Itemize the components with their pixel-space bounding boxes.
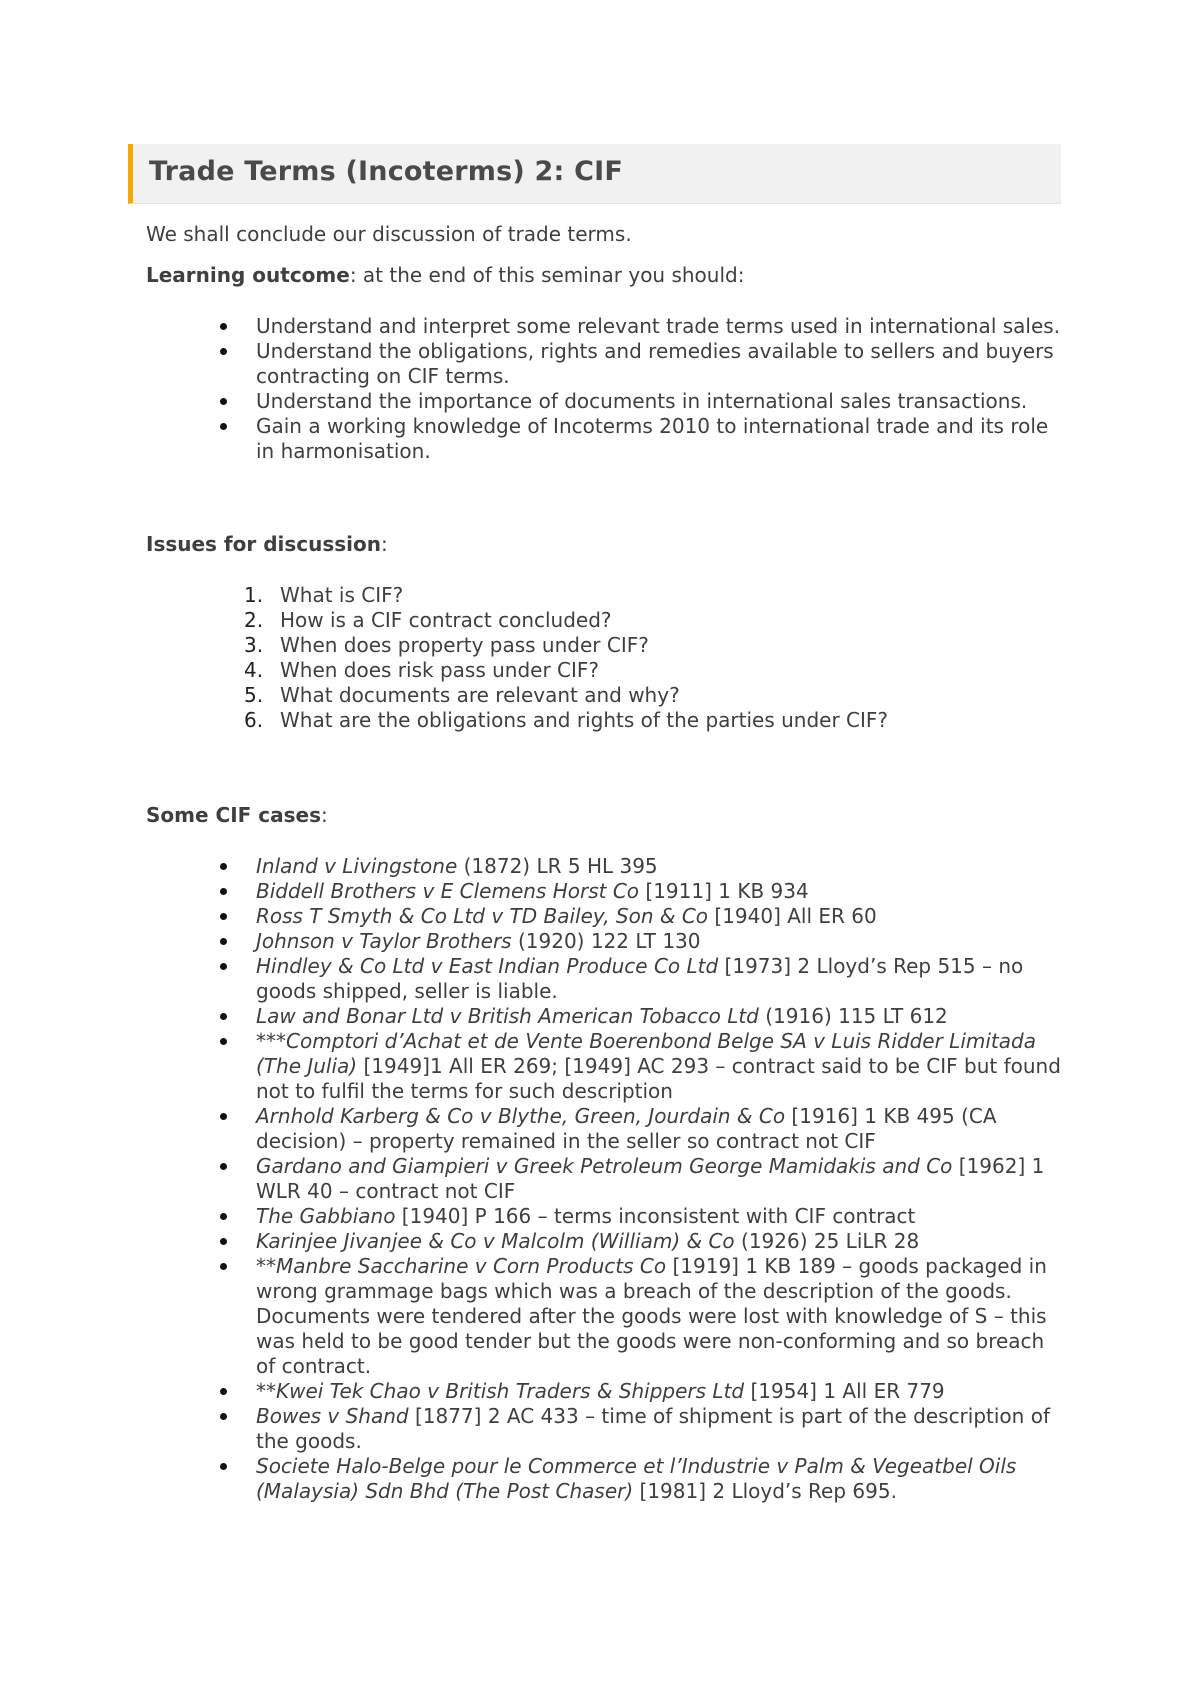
issues-label: Issues for discussion [146, 532, 381, 556]
case-item [146, 954, 1066, 1004]
list-number: 6. [244, 708, 264, 732]
case-item [146, 1379, 1066, 1404]
case-citation: (1916) 115 LT 612 [758, 1004, 948, 1028]
list-item [146, 583, 1066, 608]
list-item-text: When does property pass under CIF? [280, 633, 649, 657]
case-item [146, 854, 1066, 879]
case-item [146, 1104, 1066, 1154]
learning-outcome-label: Learning outcome [146, 263, 350, 287]
case-citation: [1981] 2 Lloyd’s Rep 695. [633, 1479, 897, 1503]
case-citation: [1954] 1 All ER 779 [744, 1379, 945, 1403]
issues-list [146, 583, 1066, 733]
case-item [146, 879, 1066, 904]
case-citation: [1940] All ER 60 [708, 904, 877, 928]
list-item-text: When does risk pass under CIF? [280, 658, 600, 682]
list-number: 5. [244, 683, 264, 707]
case-name: **Kwei Tek Chao v British Traders & Shippers Ltd [256, 1379, 745, 1403]
case-name: Inland v Livingstone [256, 854, 458, 878]
list-number: 3. [244, 633, 264, 657]
list-item [146, 608, 1066, 633]
case-citation: [1919] 1 KB 189 – goods packaged in wrong grammage bags which was a breach of the description of the goods. Documents were tendered after the goods were lost with knowledge of S – this was held to be good tender but the goods were non-conforming and so breach of contract. [256, 1254, 1047, 1378]
case-citation: [1973] 2 Lloyd’s Rep 515 – no goods shipped, seller is liable. [256, 954, 1024, 1003]
issues-heading [146, 532, 1066, 557]
intro-paragraph: We shall conclude our discussion of trade terms. [146, 222, 632, 246]
case-name: Bowes v Shand [256, 1404, 409, 1428]
cases-suffix: : [320, 803, 328, 827]
list-item [146, 708, 1066, 733]
case-citation: [1949]1 All ER 269; [1949] AC 293 – contract said to be CIF but found not to fulfil the terms for such description [256, 1054, 1061, 1103]
cases-label: Some CIF cases [146, 803, 321, 827]
list-number: 4. [244, 658, 264, 682]
case-item [146, 1154, 1066, 1204]
case-name: **Manbre Saccharine v Corn Products Co [256, 1254, 667, 1278]
case-item [146, 1454, 1066, 1504]
list-item-text: How is a CIF contract concluded? [280, 608, 612, 632]
case-citation: (1920) 122 LT 130 [511, 929, 701, 953]
case-name: Hindley & Co Ltd v East Indian Produce Co Ltd [256, 954, 719, 978]
case-name: Arnhold Karberg & Co v Blythe, Green, Jourdain & Co [256, 1104, 786, 1128]
case-item [146, 929, 1066, 954]
document-body [146, 222, 1066, 1504]
case-name: Gardano and Giampieri v Greek Petroleum George Mamidakis and Co [256, 1154, 953, 1178]
list-item: Understand and interpret some relevant trade terms used in international sales. [146, 314, 1066, 339]
case-citation: [1911] 1 KB 934 [639, 879, 809, 903]
case-citation: [1962] 1 WLR 40 – contract not CIF [256, 1154, 1045, 1203]
case-citation: [1916] 1 KB 495 (CA decision) – property remained in the seller so contract not CIF [256, 1104, 997, 1153]
learning-outcome-list [146, 314, 1066, 464]
list-item-text: What is CIF? [280, 583, 404, 607]
case-item [146, 904, 1066, 929]
cases-list [146, 854, 1066, 1504]
case-name: ***Comptori d’Achat et de Vente Boerenbond Belge SA v Luis Ridder Limitada (The Julia) [256, 1029, 1036, 1078]
title-banner [128, 144, 1061, 204]
spacer [146, 464, 1066, 532]
case-name: Biddell Brothers v E Clemens Horst Co [256, 879, 640, 903]
case-citation: (1872) LR 5 HL 395 [457, 854, 658, 878]
case-item [146, 1229, 1066, 1254]
case-name: The Gabbiano [256, 1204, 396, 1228]
case-citation: [1940] P 166 – terms inconsistent with CIF contract [395, 1204, 916, 1228]
case-name: Ross T Smyth & Co Ltd v TD Bailey, Son & Co [256, 904, 709, 928]
list-number: 2. [244, 608, 264, 632]
issues-suffix: : [381, 532, 388, 556]
list-item [146, 683, 1066, 708]
case-name: Karinjee Jivanjee & Co v Malcolm (William) & Co [256, 1229, 735, 1253]
list-item: Understand the importance of documents in international sales transactions. [146, 389, 1066, 414]
list-item: Understand the obligations, rights and remedies available to sellers and buyers contracting on CIF terms. [146, 339, 1066, 389]
case-name: Law and Bonar Ltd v British American Tobacco Ltd [256, 1004, 759, 1028]
cases-heading [146, 803, 1066, 828]
learning-outcome-heading [146, 263, 1066, 288]
list-number: 1. [244, 583, 264, 607]
case-citation: [1877] 2 AC 433 – time of shipment is part of the description of the goods. [256, 1404, 1050, 1453]
case-item [146, 1029, 1066, 1104]
case-item [146, 1254, 1066, 1379]
learning-outcome-text: : at the end of this seminar you should: [349, 263, 745, 287]
case-name: Johnson v Taylor Brothers [256, 929, 512, 953]
case-citation: (1926) 25 LiLR 28 [734, 1229, 920, 1253]
list-item: Gain a working knowledge of Incoterms 2010 to international trade and its role in harmonisation. [146, 414, 1066, 464]
list-item-text: What are the obligations and rights of the parties under CIF? [280, 708, 889, 732]
page-title: Trade Terms (Incoterms) 2: CIF [149, 156, 624, 187]
list-item [146, 658, 1066, 683]
list-item-text: What documents are relevant and why? [280, 683, 680, 707]
case-item [146, 1204, 1066, 1229]
case-item [146, 1404, 1066, 1454]
case-item [146, 1004, 1066, 1029]
case-name: Societe Halo-Belge pour le Commerce et l’Industrie v Palm & Vegeatbel Oils (Malaysia) Sdn Bhd (The Post Chaser) [256, 1454, 1017, 1503]
list-item [146, 633, 1066, 658]
spacer [146, 733, 1066, 803]
